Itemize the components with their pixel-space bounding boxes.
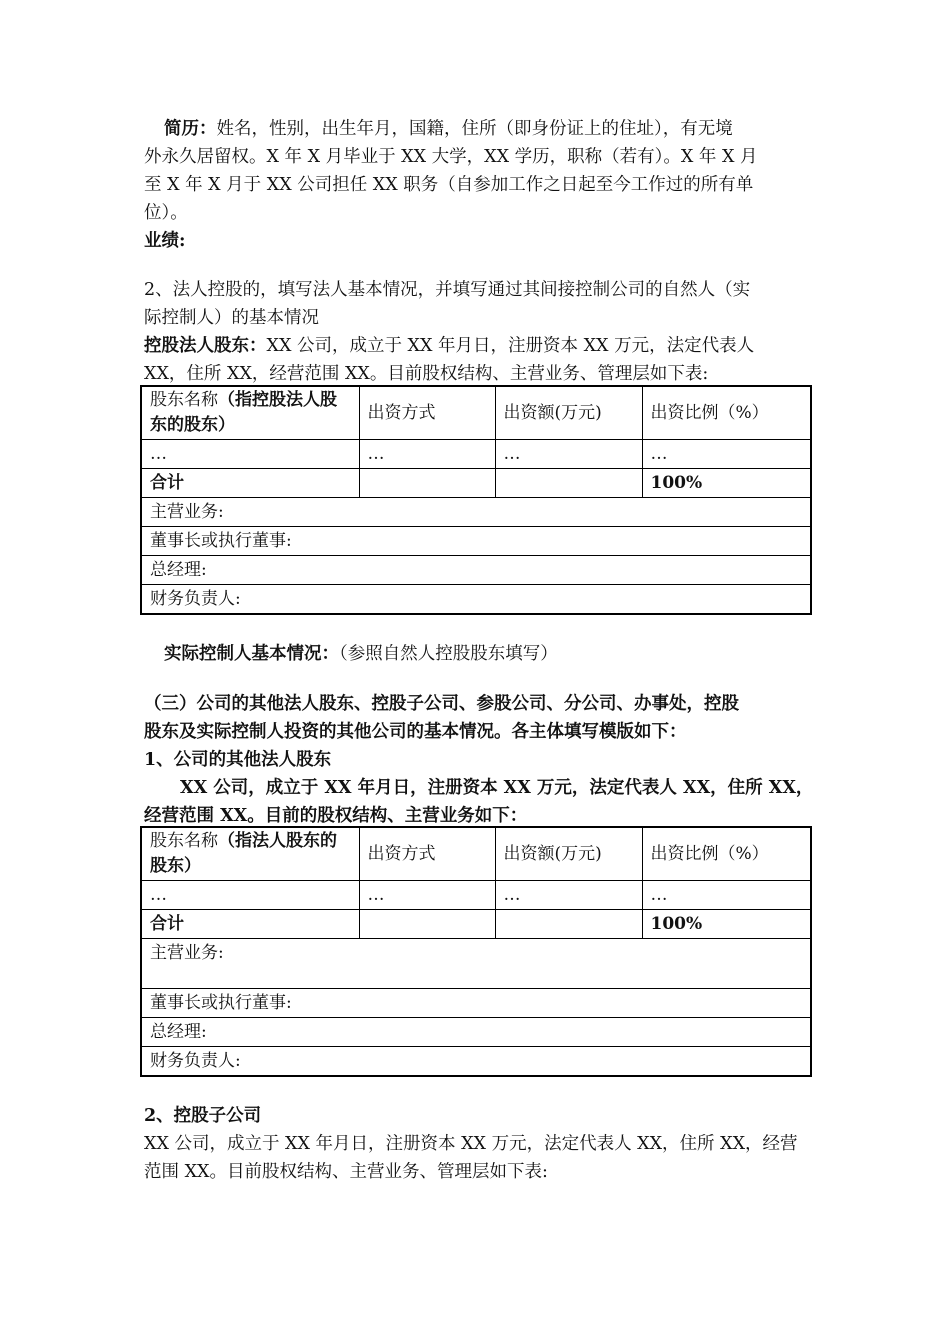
col-header-name xyxy=(141,386,359,440)
holder-line-1 xyxy=(144,332,814,360)
manager-row xyxy=(141,556,811,585)
col-header-method: 出资方式 xyxy=(359,386,495,440)
business-row xyxy=(141,939,811,989)
col-header-name-plain: 股东名称 xyxy=(150,390,218,410)
table-cell: … xyxy=(141,881,359,910)
resume-section xyxy=(144,115,814,255)
col-header-method: 出资方式 xyxy=(359,827,495,881)
sub2-section xyxy=(144,1102,814,1186)
col-header-amount: 出资额(万元) xyxy=(495,386,642,440)
total-label-text: 合计 xyxy=(150,472,184,493)
total-ratio-text: 100% xyxy=(650,913,703,934)
col-header-name-plain: 股东名称 xyxy=(150,831,218,851)
total-row xyxy=(141,910,811,939)
performance-label xyxy=(144,227,814,255)
actual-controller-line xyxy=(144,640,814,668)
table-header-row xyxy=(141,827,811,881)
total-ratio xyxy=(642,910,811,939)
item2-line-1: 2、法人控股的，填写法人基本情况，并填写通过其间接控制公司的自然人（实 xyxy=(144,280,751,300)
performance-label-text: 业绩: xyxy=(144,231,186,251)
sub1-title xyxy=(144,746,814,774)
table-cell-empty xyxy=(359,469,495,498)
item2-line-2: 际控制人）的基本情况 xyxy=(144,308,319,328)
table-row xyxy=(141,440,811,469)
table-row xyxy=(141,881,811,910)
table-cell-empty xyxy=(495,469,642,498)
col-header-ratio: 出资比例（%） xyxy=(642,827,811,881)
col-header-name-bold: （指控股法人股东的股东） xyxy=(150,390,337,435)
other-legal-shareholder-table xyxy=(140,826,812,1077)
table-cell-empty xyxy=(359,910,495,939)
sub2-title-text: 2、控股子公司 xyxy=(144,1106,262,1126)
sub1-title-text: 1、公司的其他法人股东 xyxy=(144,750,332,770)
manager-row xyxy=(141,1018,811,1047)
finance-cell: 财务负责人: xyxy=(141,1047,811,1077)
total-label xyxy=(141,910,359,939)
table-cell-empty xyxy=(495,910,642,939)
sub2-line-1: XX 公司，成立于 XX 年月日，注册资本 XX 万元，法定代表人 XX，住所 XX，经营 xyxy=(144,1134,798,1154)
holder-line-2: XX，住所 XX，经营范围 XX。目前股权结构、主营业务、管理层如下表: xyxy=(144,364,709,384)
finance-row xyxy=(141,585,811,615)
manager-cell: 总经理: xyxy=(141,556,811,585)
total-label xyxy=(141,469,359,498)
resume-label: 简历： xyxy=(164,119,217,139)
table-cell: … xyxy=(141,440,359,469)
col-header-amount: 出资额(万元) xyxy=(495,827,642,881)
total-ratio-text: 100% xyxy=(650,472,703,493)
table-cell: … xyxy=(495,881,642,910)
table-cell: … xyxy=(642,440,811,469)
business-cell: 主营业务: xyxy=(141,498,811,527)
section3 xyxy=(144,690,814,830)
resume-line-2: 外永久居留权。X 年 X 月毕业于 XX 大学，XX 学历，职称（若有）。X 年 X 月 xyxy=(144,147,758,167)
col-header-name xyxy=(141,827,359,881)
chairman-row xyxy=(141,527,811,556)
table-header-row xyxy=(141,386,811,440)
holder-text-1: XX 公司，成立于 XX 年月日，注册资本 XX 万元，法定代表人 xyxy=(266,336,755,356)
business-cell: 主营业务: xyxy=(141,939,811,989)
table-cell: … xyxy=(495,440,642,469)
actual-controller xyxy=(144,640,814,668)
chairman-cell: 董事长或执行董事: xyxy=(141,527,811,556)
actual-controller-label: 实际控制人基本情况： xyxy=(164,644,339,664)
finance-row xyxy=(141,1047,811,1077)
total-label-text: 合计 xyxy=(150,913,184,934)
col-header-ratio: 出资比例（%） xyxy=(642,386,811,440)
sub2-line-2: 范围 XX。目前股权结构、主营业务、管理层如下表: xyxy=(144,1162,548,1182)
table-cell: … xyxy=(359,881,495,910)
chairman-row xyxy=(141,989,811,1018)
resume-line-3: 至 X 年 X 月于 XX 公司担任 XX 职务（自参加工作之日起至今工作过的所有单 xyxy=(144,175,754,195)
chairman-cell: 董事长或执行董事: xyxy=(141,989,811,1018)
resume-line-4: 位）。 xyxy=(144,203,188,223)
finance-cell: 财务负责人: xyxy=(141,585,811,615)
controlling-shareholder-table xyxy=(140,385,812,615)
sub1-text-1: XX 公司，成立于 XX 年月日，注册资本 XX 万元，法定代表人 XX，住所 XX， xyxy=(180,778,814,798)
item2-section xyxy=(144,276,814,388)
section3-line-2 xyxy=(144,718,814,746)
sub2-title xyxy=(144,1102,814,1130)
col-header-name-bold: （指法人股东的股东） xyxy=(150,831,337,876)
manager-cell: 总经理: xyxy=(141,1018,811,1047)
sub1-line-1 xyxy=(144,774,814,802)
table-cell: … xyxy=(642,881,811,910)
section3-line-1 xyxy=(144,690,814,718)
total-row xyxy=(141,469,811,498)
resume-line-1 xyxy=(144,115,814,143)
resume-text-1: 姓名，性别，出生年月，国籍，住所（即身份证上的住址），有无境 xyxy=(216,119,733,139)
section3-text-2: 股东及实际控制人投资的其他公司的基本情况。各主体填写模版如下： xyxy=(144,722,687,742)
holder-label: 控股法人股东： xyxy=(144,336,267,356)
table-cell: … xyxy=(359,440,495,469)
section3-text-1: （三）公司的其他法人股东、控股子公司、参股公司、分公司、办事处，控股 xyxy=(144,694,739,714)
actual-controller-text: （参照自然人控股股东填写） xyxy=(339,644,558,664)
total-ratio xyxy=(642,469,811,498)
sub1-text-2: 经营范围 XX。目前的股权结构、主营业务如下： xyxy=(144,806,528,826)
business-row xyxy=(141,498,811,527)
